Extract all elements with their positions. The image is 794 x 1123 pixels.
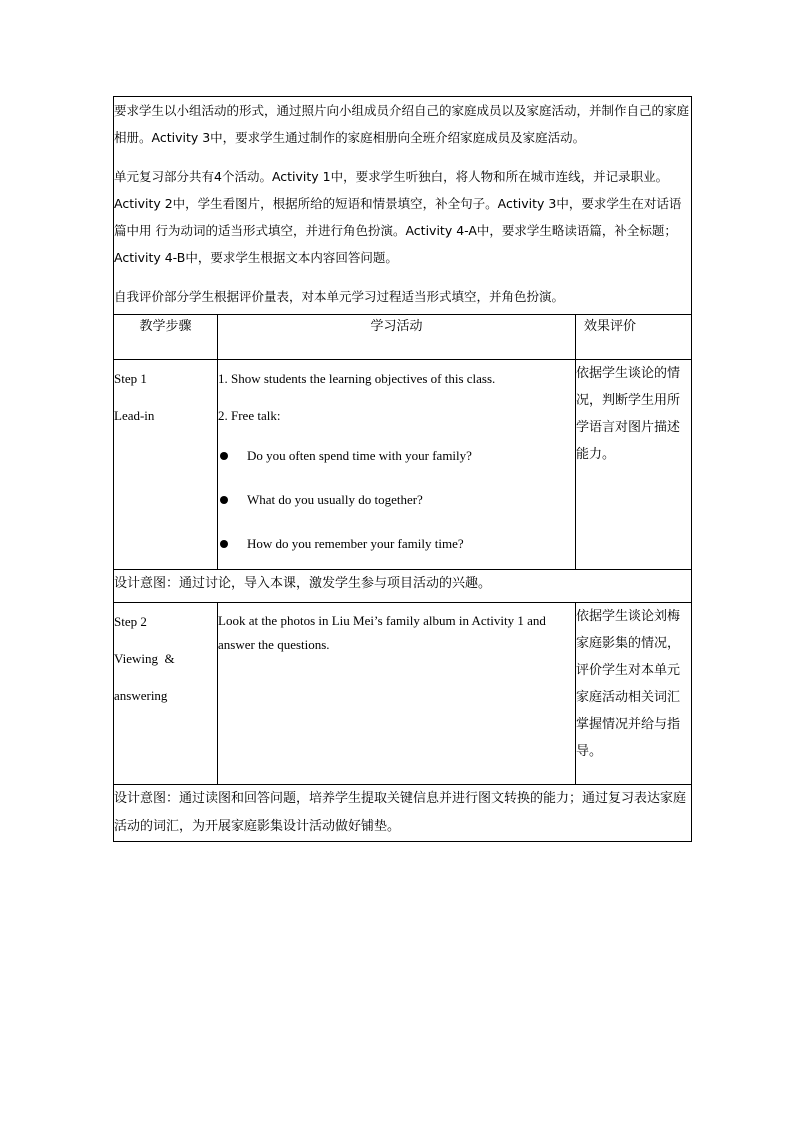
header-row — [114, 315, 692, 360]
step1-intent-row — [114, 570, 692, 603]
bullet-item — [218, 478, 575, 522]
step2-evaluation: 依据学生谈论刘梅家庭影集的情况，评价学生对本单元家庭活动相关词汇掌握情况并给与指导。 — [576, 603, 692, 785]
bullet-dot-icon — [220, 540, 228, 548]
step1-item-2: 2. Free talk: — [218, 408, 281, 423]
step2-name-line2: answering — [114, 688, 168, 703]
step1-activities — [218, 360, 576, 570]
step2-name-line1: Viewing & — [114, 651, 175, 666]
step1-name: Lead-in — [114, 408, 155, 423]
header-steps: 教学步骤 — [114, 315, 218, 360]
step2-activities — [218, 603, 576, 785]
bullet-item — [218, 522, 575, 566]
intro-cell — [114, 97, 692, 315]
bullet-text: Do you often spend time with your family? — [247, 448, 472, 463]
intro-paragraph-1: 要求学生以小组活动的形式，通过照片向小组成员介绍自己的家庭成员以及家庭活动，并制作自己的家庭相册。Activity 3中，要求学生通过制作的家庭相册向全班介绍家庭成员及家庭活动。 — [114, 103, 690, 145]
intro-paragraph-2: 单元复习部分共有4个活动。Activity 1中，要求学生听独白，将人物和所在城市连线，并记录职业。Activity 2中，学生看图片，根据所给的短语和情景填空，补全句子。Activity 3中，要求学生在对话语篇中用 行为动词的适当形式填空，并进行角色扮演。Activity 4-A中，要求学生略读语篇，补全标题；Activity 4-B中，要求学生根据文本内容回答问题。 — [114, 169, 682, 265]
step1-intent: 设计意图：通过讨论，导入本课，激发学生参与项目活动的兴趣。 — [114, 570, 692, 603]
header-evaluation: 效果评价 — [576, 315, 692, 360]
bullet-text: What do you usually do together? — [247, 492, 423, 507]
step2-cell — [114, 603, 218, 785]
step1-cell — [114, 360, 218, 570]
bullet-text: How do you remember your family time? — [247, 536, 464, 551]
step1-item-1: 1. Show students the learning objectives of this class. — [218, 371, 496, 386]
step1-row — [114, 360, 692, 570]
step2-intent: 设计意图：通过读图和回答问题，培养学生提取关键信息并进行图文转换的能力；通过复习表达家庭活动的词汇，为开展家庭影集设计活动做好铺垫。 — [114, 785, 692, 842]
bullet-item — [218, 434, 575, 478]
step2-row — [114, 603, 692, 785]
step2-intent-row — [114, 785, 692, 842]
step2-label: Step 2 — [114, 614, 147, 629]
header-activities: 学习活动 — [218, 315, 576, 360]
step1-label: Step 1 — [114, 371, 147, 386]
bullet-dot-icon — [220, 452, 228, 460]
intro-paragraph-3: 自我评价部分学生根据评价量表，对本单元学习过程适当形式填空，并角色扮演。 — [114, 289, 565, 304]
step1-evaluation: 依据学生谈论的情况，判断学生用所学语言对图片描述能力。 — [576, 360, 692, 570]
bullet-dot-icon — [220, 496, 228, 504]
intro-row — [114, 97, 692, 315]
step2-activity-text: Look at the photos in Liu Mei’s family album in Activity 1 and answer the questions. — [218, 613, 546, 652]
lesson-plan-table — [113, 96, 692, 842]
